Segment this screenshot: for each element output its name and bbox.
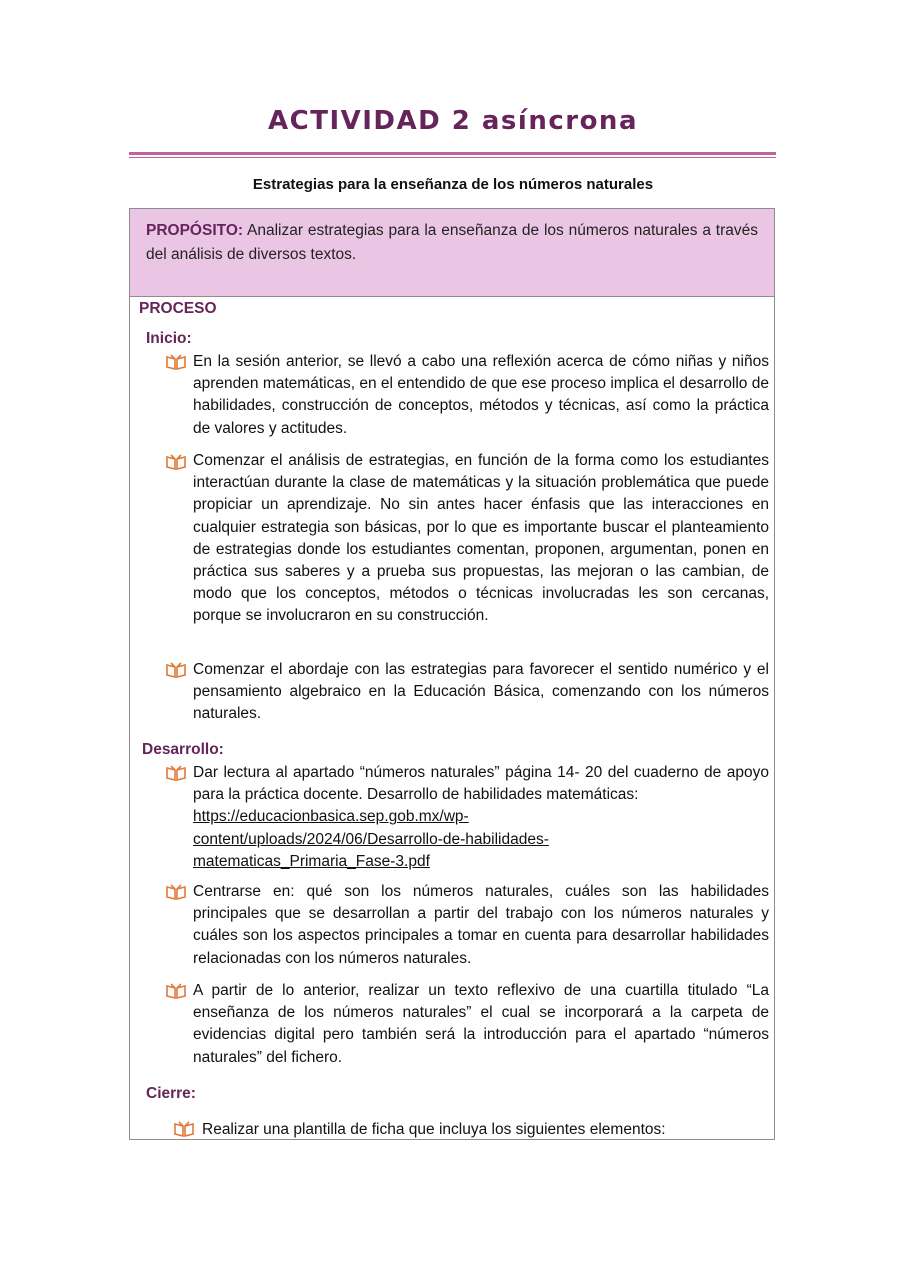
book-bullet-icon (166, 884, 186, 900)
purpose-cell (130, 209, 774, 297)
list-item: A partir de lo anterior, realizar un texto reflexivo de una cuartilla titulado “La enseñanza de los números naturales” el cual se incorporará a la carpeta de evidencias digital pero también será la introducción para el apartado “números naturales” del fichero. (193, 982, 769, 1066)
book-bullet-icon (166, 354, 186, 370)
process-heading: PROCESO (139, 300, 217, 317)
list-item: En la sesión anterior, se llevó a cabo una reflexión acerca de cómo niñas y niños aprenden matemáticas, en el entendido de que ese proceso implica el desarrollo de habilidades, construcción de conceptos, métodos y técnicas, así como la práctica de valores y actitudes. (193, 353, 769, 437)
resource-link-line[interactable]: content/uploads/2024/06/Desarrollo-de-habilidades- (193, 830, 549, 848)
list-item: Realizar una plantilla de ficha que incluya los siguientes elementos: (202, 1121, 666, 1138)
list-item (193, 762, 769, 873)
list-item: Centrarse en: qué son los números naturales, cuáles son las habilidades principales que se desarrollan a partir del trabajo con los números naturales y cuáles son los aspectos principales a tomar en cuenta para desarrollar habilidades relacionadas con los números naturales. (193, 883, 769, 967)
title-rule (129, 152, 776, 155)
cierre-heading: Cierre: (146, 1085, 196, 1102)
list-item: Comenzar el abordaje con las estrategias para favorecer el sentido numérico y el pensamiento algebraico en la Educación Básica, comenzando con los números naturales. (193, 661, 769, 723)
book-bullet-icon (174, 1121, 194, 1137)
page-subtitle: Estrategias para la enseñanza de los números naturales (252, 176, 654, 193)
page-title: ACTIVIDAD 2 asíncrona (268, 106, 638, 136)
inicio-heading: Inicio: (146, 330, 192, 347)
book-bullet-icon (166, 454, 186, 470)
purpose-text: Analizar estrategias para la enseñanza de los números naturales a través del análisis de diversos textos. (146, 222, 758, 263)
book-bullet-icon (166, 765, 186, 781)
purpose-label: PROPÓSITO: (146, 222, 244, 239)
desarrollo-heading: Desarrollo: (142, 741, 224, 758)
book-bullet-icon (166, 983, 186, 999)
list-item-text: Dar lectura al apartado “números naturales” página 14- 20 del cuaderno de apoyo para la práctica docente. Desarrollo de habilidades matemáticas: (193, 764, 769, 804)
activity-table (129, 208, 775, 1140)
book-bullet-icon (166, 662, 186, 678)
resource-link[interactable] (193, 806, 769, 873)
resource-link-line[interactable]: matematicas_Primaria_Fase-3.pdf (193, 852, 430, 870)
list-item: Comenzar el análisis de estrategias, en función de la forma como los estudiantes interactúan durante la clase de matemáticas y la situación problemática que puede propiciar un aprendizaje. No sin antes hacer énfasis que las interacciones en cualquier estrategia son básicas, por lo que es importante buscar el planteamiento de estrategias donde los estudiantes comentan, proponen, argumentan, ponen en práctica sus saberes y a prueba sus propuestas, las mejoran o las cambian, de modo que los conceptos, métodos o técnicas involucradas les son cercanas, porque se involucraron en su construcción. (193, 452, 769, 625)
title-rule-thin (129, 157, 776, 158)
resource-link-line[interactable]: https://educacionbasica.sep.gob.mx/wp- (193, 808, 469, 826)
